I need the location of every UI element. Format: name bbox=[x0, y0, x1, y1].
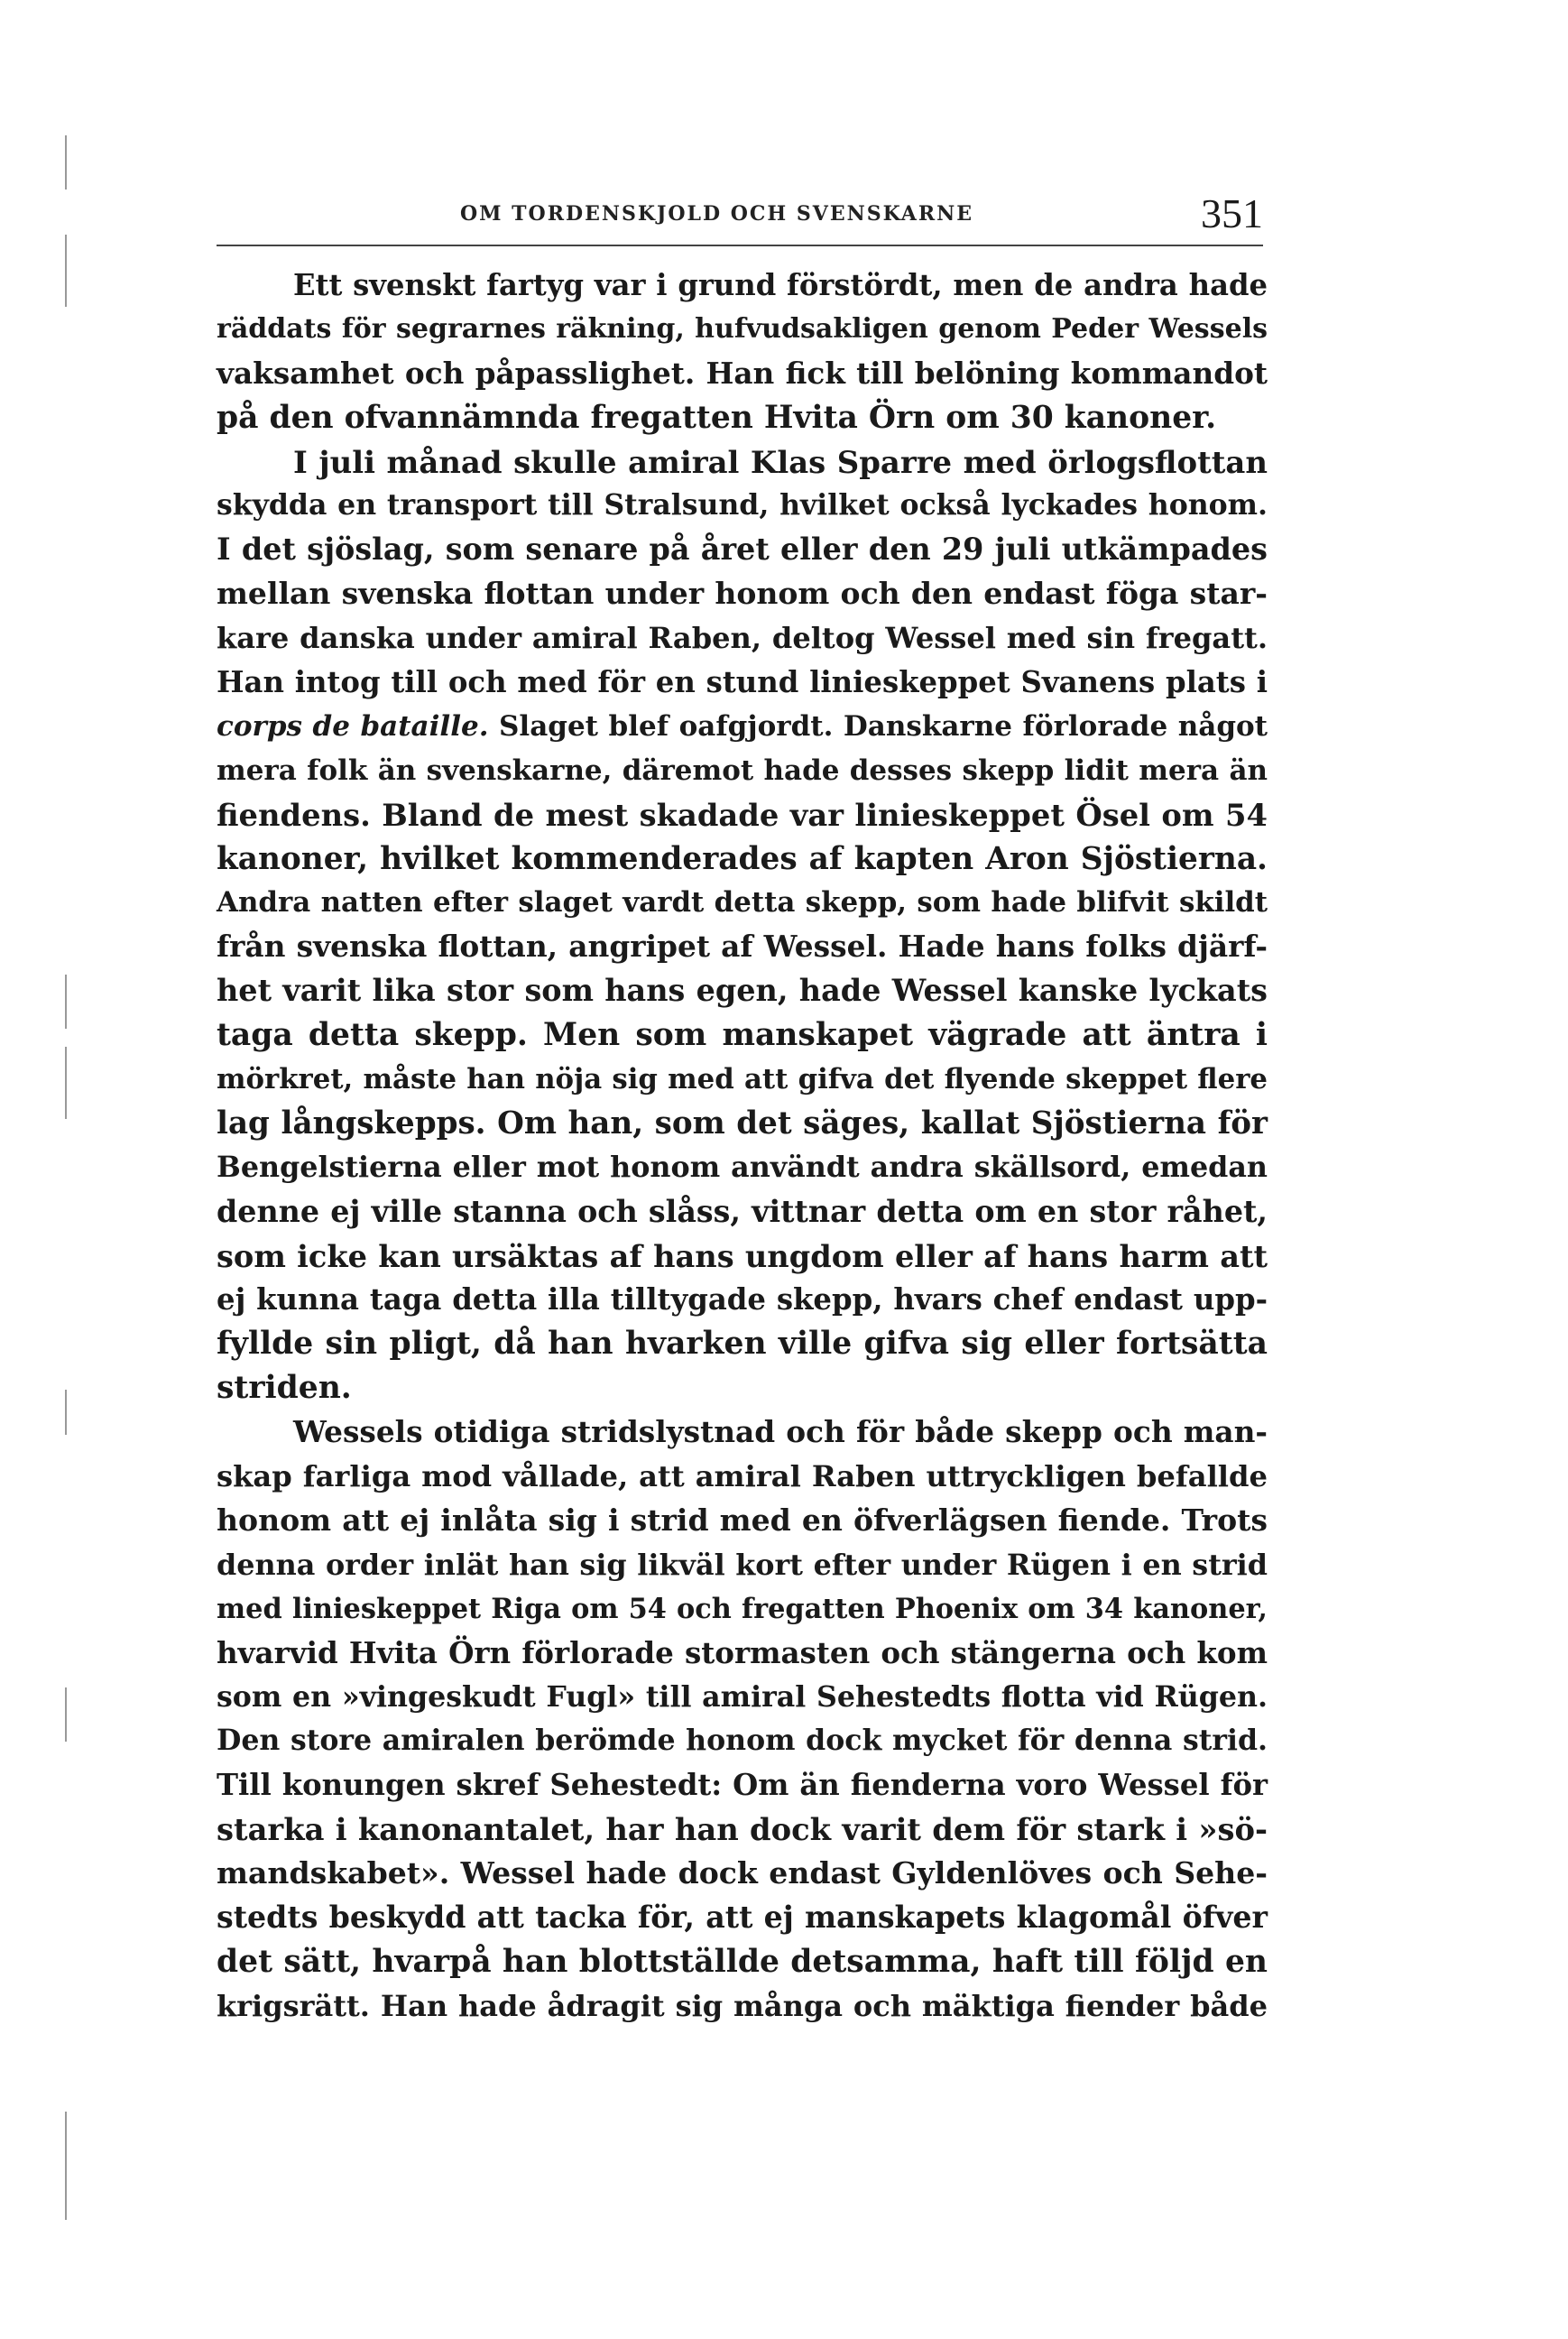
text-line: Den store amiralen berömde honom dock mycket för denna strid. bbox=[217, 1724, 1268, 1758]
text-line: fyllde sin pligt, då han hvarken ville gifva sig eller fortsätta bbox=[217, 1326, 1268, 1363]
text-line: det sätt, hvarpå han blottställde detsamma, haft till följd en bbox=[217, 1943, 1268, 1980]
text-line: kanoner, hvilket kommenderades af kapten Aron Sjöstierna. bbox=[217, 840, 1268, 877]
text-line: med linieskeppet Riga om 54 och fregatten Phoenix om 34 kanoner, bbox=[217, 1592, 1268, 1625]
text-line: ej kunna taga detta illa tilltygade skepp, hvars chef endast upp- bbox=[217, 1282, 1268, 1317]
margin-scan-mark bbox=[65, 975, 67, 1029]
text-line: het varit lika stor som hans egen, hade Wessel kanske lyckats bbox=[217, 973, 1268, 1009]
text-line: Till konungen skref Sehestedt: Om än fienderna voro Wessel för bbox=[217, 1768, 1268, 1803]
text-line: fiendens. Bland de mest skadade var linieskeppet Ösel om 54 bbox=[217, 796, 1268, 833]
text-line: vaksamhet och påpasslighet. Han fick till belöning kommandot bbox=[217, 355, 1268, 391]
text-line: I det sjöslag, som senare på året eller den 29 juli utkämpades bbox=[217, 532, 1268, 568]
text-line: skap farliga mod vållade, att amiral Raben uttryckligen befallde bbox=[217, 1459, 1268, 1494]
text-line: striden. bbox=[217, 1370, 352, 1407]
text-line: denna order inlät han sig likväl kort efter under Rügen i en strid bbox=[217, 1547, 1268, 1582]
text-line: Bengelstierna eller mot honom användt andra skällsord, emedan bbox=[217, 1150, 1268, 1184]
margin-scan-mark bbox=[65, 235, 67, 307]
italic-phrase: corps de bataille. bbox=[217, 709, 489, 743]
margin-scan-mark bbox=[65, 1047, 67, 1119]
text-line: Wessels otidiga stridslystnad och för både skepp och man- bbox=[293, 1414, 1268, 1450]
text-line: lag långskepps. Om han, som det säges, kallat Sjöstierna för bbox=[217, 1105, 1268, 1142]
text-line: räddats för segrarnes räkning, hufvudsakligen genom Peder Wessels bbox=[217, 312, 1268, 345]
text-line: krigsrätt. Han hade ådragit sig många och mäktiga fiender både bbox=[217, 1988, 1268, 2023]
margin-scan-mark bbox=[65, 135, 67, 190]
text-line: från svenska flottan, angripet af Wessel. Hade hans folks djärf- bbox=[217, 929, 1268, 965]
text-line: Han intog till och med för en stund linieskeppet Svanens plats i bbox=[217, 665, 1268, 700]
margin-scan-mark bbox=[65, 1390, 67, 1435]
running-title: OM TORDENSKJOLD OCH SVENSKARNE bbox=[460, 202, 974, 226]
text-line: som en »vingeskudt Fugl» till amiral Sehestedts flotta vid Rügen. bbox=[217, 1679, 1268, 1714]
text-line: I juli månad skulle amiral Klas Sparre med örlogsflottan bbox=[293, 443, 1268, 480]
text-line: skydda en transport till Stralsund, hvilket också lyckades honom. bbox=[217, 488, 1268, 522]
text-line: stedts beskydd att tacka för, att ej manskapets klagomål öfver bbox=[217, 1899, 1268, 1935]
text-line: Ett svenskt fartyg var i grund förstördt, men de andra hade bbox=[293, 268, 1268, 302]
text-line-with-italic bbox=[217, 705, 1268, 749]
text-line: mörkret, måste han nöja sig med att gifva det flyende skeppet flere bbox=[217, 1063, 1268, 1096]
text-line: mellan svenska flottan under honom och den endast föga star- bbox=[217, 576, 1268, 612]
text-line: denne ej ville stanna och slåss, vittnar detta om en stor råhet, bbox=[217, 1193, 1268, 1229]
header-rule bbox=[217, 245, 1263, 246]
text-line: honom att ej inlåta sig i strid med en öfverlägsen fiende. Trots bbox=[217, 1502, 1268, 1538]
text-line: Andra natten efter slaget vardt detta skepp, som hade blifvit skildt bbox=[217, 886, 1268, 920]
margin-scan-mark bbox=[65, 2112, 67, 2220]
running-header bbox=[217, 190, 1263, 244]
text-line: kare danska under amiral Raben, deltog Wessel med sin fregatt. bbox=[217, 621, 1268, 656]
text-line: hvarvid Hvita Örn förlorade stormasten och stängerna och kom bbox=[217, 1634, 1268, 1670]
text-line: på den ofvannämnda fregatten Hvita Örn om 30 kanoner. bbox=[217, 399, 1217, 436]
page-number: 351 bbox=[1201, 190, 1263, 236]
margin-scan-mark bbox=[65, 1687, 67, 1742]
text-line: mera folk än svenskarne, däremot hade desses skepp lidit mera än bbox=[217, 753, 1268, 787]
text-line: starka i kanonantalet, har han dock varit dem för stark i »sö- bbox=[217, 1811, 1268, 1848]
line-remainder: Slaget blef oafgjordt. Danskarne förlorade något bbox=[488, 709, 1268, 743]
text-line: taga detta skepp. Men som manskapet vägrade att äntra i bbox=[217, 1017, 1268, 1054]
text-line: som icke kan ursäktas af hans ungdom eller af hans harm att bbox=[217, 1237, 1268, 1274]
text-line: mandskabet». Wessel hade dock endast Gyldenlöves och Sehe- bbox=[217, 1855, 1268, 1891]
body-text bbox=[217, 263, 1268, 2029]
